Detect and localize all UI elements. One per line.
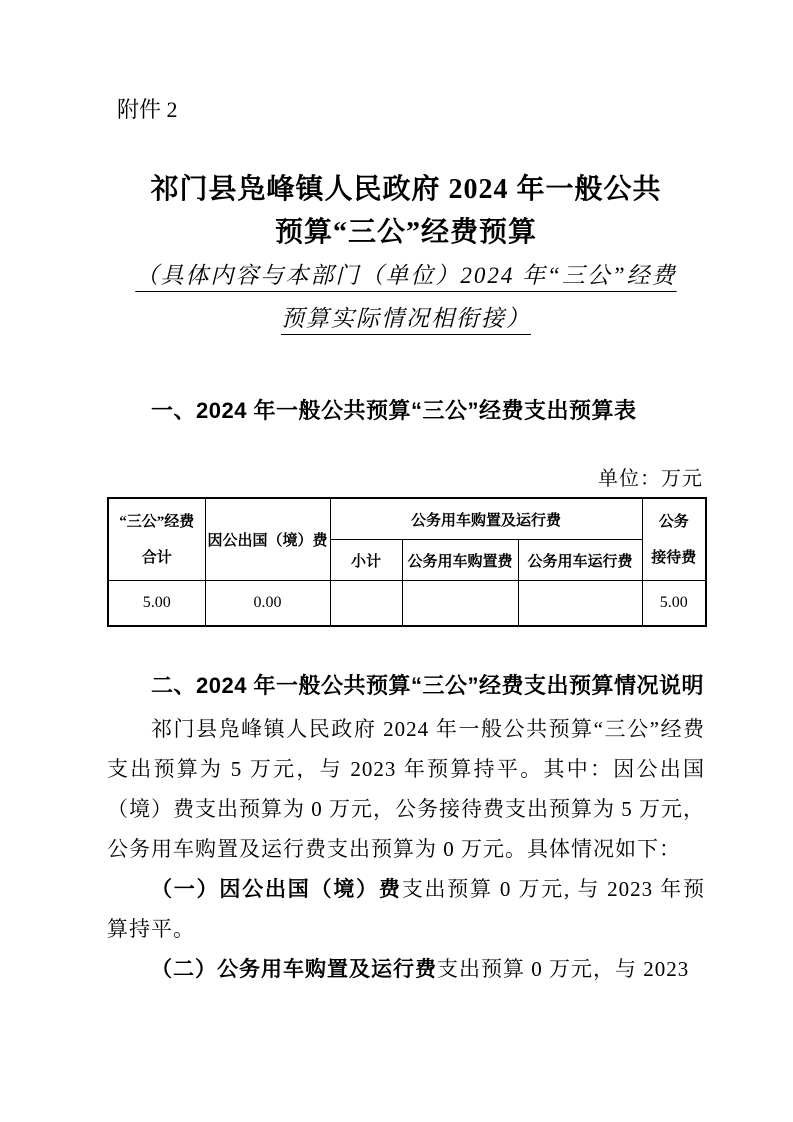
document-title bbox=[107, 168, 705, 254]
unit-label: 单位：万元 bbox=[598, 468, 703, 490]
document-subtitle-line1 bbox=[107, 254, 705, 297]
attachment-label: 附件 2 bbox=[117, 97, 178, 122]
header-vehicle-operation: 公务用车运行费 bbox=[518, 540, 642, 581]
section2-item1-paragraph bbox=[107, 869, 705, 949]
cell-operation-value bbox=[518, 581, 642, 627]
header-vehicle-purchase: 公务用车购置费 bbox=[402, 540, 518, 581]
header-reception-fee-line2: 接待费 bbox=[651, 549, 697, 566]
header-reception-fee bbox=[642, 498, 706, 581]
document-title-line2: 预算“三公”经费预算 bbox=[274, 217, 537, 248]
header-sangong-total bbox=[108, 498, 205, 581]
document-subtitle bbox=[107, 254, 705, 340]
section2-item2-paragraph bbox=[107, 949, 705, 989]
cell-reception-value: 5.00 bbox=[642, 581, 706, 627]
cell-abroad-value: 0.00 bbox=[205, 581, 330, 627]
section1-heading: 一、2024 年一般公共预算“三公”经费支出预算表 bbox=[151, 398, 637, 423]
table-data-row bbox=[108, 581, 706, 627]
cell-purchase-value bbox=[402, 581, 518, 627]
item2-lead-bold: （二）公务用车购置及运行费 bbox=[151, 957, 437, 981]
item1-lead-bold: （一）因公出国（境）费 bbox=[151, 877, 402, 901]
section2-intro-paragraph: 祁门县凫峰镇人民政府 2024 年一般公共预算“三公”经费支出预算为 5 万元，与 2023 年预算持平。其中：因公出国（境）费支出预算为 0 万元，公务接待费支出预算为 5 万元，公务用车购置及运行费支出预算为 0 万元。具体情况如下： bbox=[107, 717, 705, 861]
cell-subtotal-value bbox=[330, 581, 402, 627]
document-subtitle-line2 bbox=[107, 297, 705, 340]
subtitle-underline-1: （具体内容与本部门（单位）2024 年“三公”经费 bbox=[135, 263, 677, 288]
document-title-line1: 祁门县凫峰镇人民政府 2024 年一般公共 bbox=[150, 174, 662, 205]
item1-text: 支出预算 0 万元, 与 2023 年预算持平。 bbox=[107, 877, 706, 941]
header-vehicle-subtotal: 小计 bbox=[330, 540, 402, 581]
header-sangong-total-line2: 合计 bbox=[141, 549, 172, 566]
header-reception-fee-line1: 公务 bbox=[658, 513, 689, 530]
header-sangong-total-line1: “三公”经费 bbox=[119, 513, 195, 530]
section2-heading: 二、2024 年一般公共预算“三公”经费支出预算情况说明 bbox=[151, 673, 705, 698]
header-vehicle-group: 公务用车购置及运行费 bbox=[330, 498, 642, 540]
subtitle-underline-2: 预算实际情况相衔接） bbox=[281, 306, 531, 331]
header-abroad-fee: 因公出国（境）费 bbox=[205, 498, 330, 581]
expense-table bbox=[107, 497, 707, 627]
cell-total-value: 5.00 bbox=[108, 581, 205, 627]
item2-text: 支出预算 0 万元，与 2023 bbox=[437, 957, 690, 981]
